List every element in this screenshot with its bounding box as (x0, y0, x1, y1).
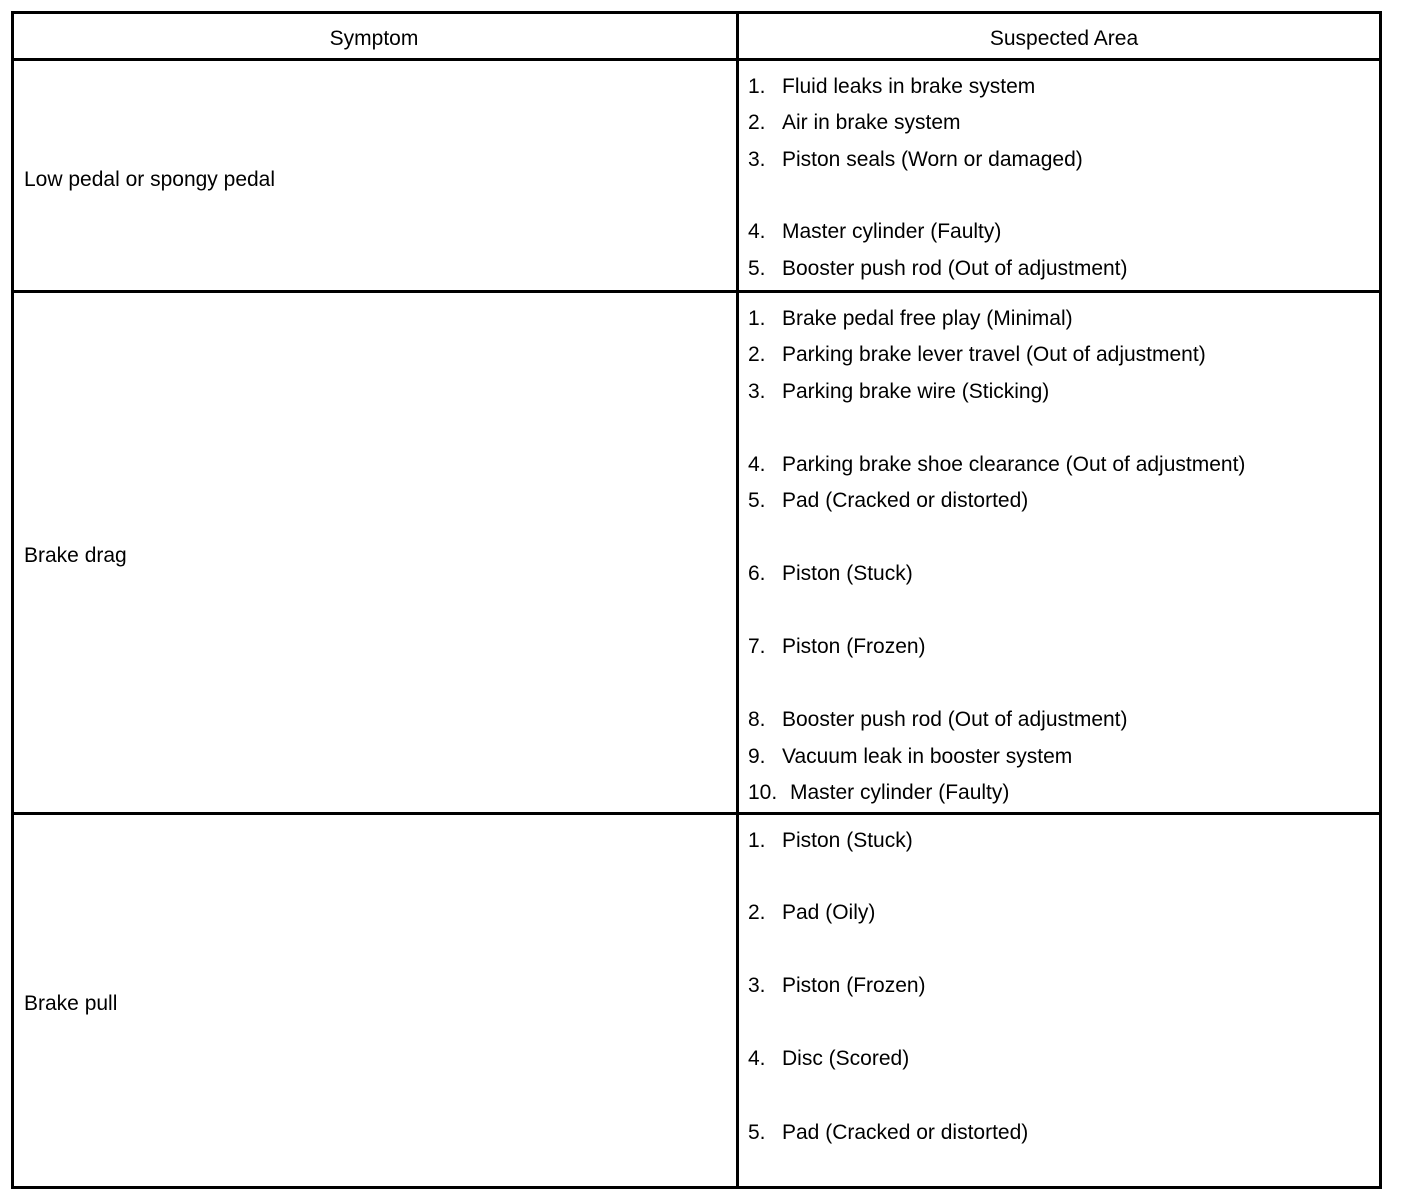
symptom-cell: Brake pull (24, 992, 118, 1015)
list-item (748, 828, 913, 854)
item-number: 1. (748, 829, 766, 852)
symptom-cell: Low pedal or spongy pedal (24, 168, 276, 191)
item-number: 4. (748, 220, 766, 243)
list-item (748, 707, 1128, 733)
item-text: Vacuum leak in booster system (782, 745, 1073, 768)
row-divider (11, 290, 1382, 293)
item-text: Pad (Cracked or distorted) (782, 489, 1029, 512)
list-item (748, 780, 1009, 806)
symptom-cell: Brake drag (24, 544, 127, 567)
item-number: 3. (748, 380, 766, 403)
column-divider (736, 11, 739, 1189)
list-item (748, 452, 1245, 478)
item-number: 3. (748, 974, 766, 997)
item-number: 1. (748, 307, 766, 330)
list-item (748, 306, 1073, 332)
list-item (748, 561, 913, 587)
item-text: Disc (Scored) (782, 1047, 910, 1070)
item-text: Master cylinder (Faulty) (790, 781, 1010, 804)
item-text: Air in brake system (782, 111, 961, 134)
row-divider (11, 812, 1382, 815)
item-number: 9. (748, 745, 766, 768)
item-text: Piston seals (Worn or damaged) (782, 148, 1083, 171)
item-number: 1. (748, 75, 766, 98)
item-text: Parking brake wire (Sticking) (782, 380, 1050, 403)
list-item (748, 379, 1049, 405)
item-number: 5. (748, 1121, 766, 1144)
item-text: Brake pedal free play (Minimal) (782, 307, 1073, 330)
list-item (748, 1120, 1028, 1146)
list-item (748, 900, 875, 926)
header-symptom: Symptom (329, 27, 419, 50)
item-number: 4. (748, 453, 766, 476)
item-number: 2. (748, 111, 766, 134)
item-text: Booster push rod (Out of adjustment) (782, 257, 1128, 280)
item-number: 2. (748, 343, 766, 366)
list-item (748, 744, 1072, 770)
item-number: 5. (748, 257, 766, 280)
list-item (748, 634, 926, 660)
item-text: Fluid leaks in brake system (782, 75, 1036, 98)
item-text: Parking brake lever travel (Out of adjustment) (782, 343, 1206, 366)
list-item (748, 1046, 909, 1072)
item-number: 10. (748, 781, 778, 804)
item-number: 8. (748, 708, 766, 731)
item-text: Pad (Cracked or distorted) (782, 1121, 1029, 1144)
item-text: Piston (Stuck) (782, 829, 913, 852)
item-number: 3. (748, 148, 766, 171)
item-number: 5. (748, 489, 766, 512)
item-number: 7. (748, 635, 766, 658)
list-item (748, 973, 926, 999)
item-text: Parking brake shoe clearance (Out of adjustment) (782, 453, 1246, 476)
list-item (748, 488, 1028, 514)
list-item (748, 256, 1128, 282)
list-item (748, 147, 1083, 173)
list-item (748, 342, 1206, 368)
item-text: Pad (Oily) (782, 901, 876, 924)
header-row-divider (11, 58, 1382, 61)
header-suspected-area: Suspected Area (989, 27, 1139, 50)
list-item (748, 219, 1001, 245)
item-text: Piston (Frozen) (782, 974, 926, 997)
item-text: Piston (Frozen) (782, 635, 926, 658)
item-number: 6. (748, 562, 766, 585)
item-text: Piston (Stuck) (782, 562, 913, 585)
list-item (748, 74, 1035, 100)
item-number: 4. (748, 1047, 766, 1070)
list-item (748, 110, 961, 136)
item-number: 2. (748, 901, 766, 924)
item-text: Booster push rod (Out of adjustment) (782, 708, 1128, 731)
item-text: Master cylinder (Faulty) (782, 220, 1002, 243)
